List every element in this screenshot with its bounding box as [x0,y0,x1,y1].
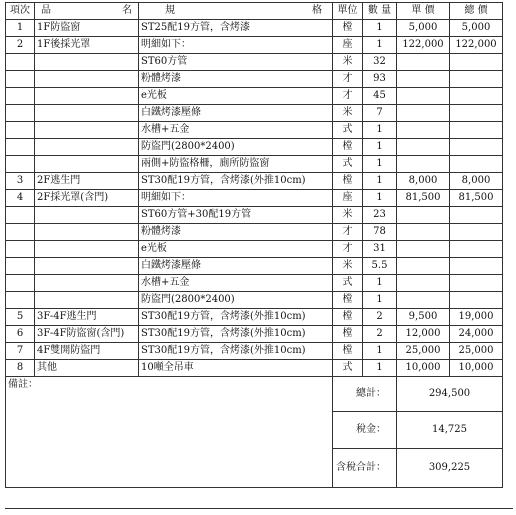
item-qty-cell: 45 [363,88,397,105]
header-price: 單 價 [397,3,450,20]
item-price-cell [397,241,450,258]
item-spec-cell: 白鐵烤漆壓條 [139,105,333,122]
item-unit-cell: 米 [333,258,363,275]
item-name-cell [35,71,139,88]
table-row [6,309,503,326]
item-unit-cell: 米 [333,207,363,224]
item-no-cell [6,207,35,224]
item-unit-cell: 樘 [333,292,363,309]
item-total-cell [450,292,503,309]
header-spec-part-1: 規 [165,5,175,16]
item-no-cell: 1 [6,20,35,37]
item-price-cell [397,54,450,71]
item-spec-cell: ST30配19方管，含烤漆(外推10cm) [139,173,333,190]
item-price-cell: 9,500 [397,309,450,326]
page-bottom-rule [5,508,513,509]
subtotal-row [6,377,503,412]
item-qty-cell: 1 [363,190,397,207]
table-row [6,292,503,309]
item-total-cell: 8,000 [450,173,503,190]
grand-total-label: 含稅合計： [333,449,397,488]
header-name-part-2: 名 [122,5,132,16]
header-row [6,3,503,20]
item-total-cell [450,139,503,156]
header-name [35,3,139,20]
item-total-cell [450,71,503,88]
table-row [6,326,503,343]
item-no-cell: 8 [6,360,35,377]
table-row [6,258,503,275]
table-row [6,54,503,71]
item-total-cell: 10,000 [450,360,503,377]
item-price-cell: 8,000 [397,173,450,190]
item-name-cell [35,241,139,258]
item-qty-cell: 23 [363,207,397,224]
item-name-cell [35,105,139,122]
item-spec-cell: 明細如下： [139,37,333,54]
item-total-cell: 24,000 [450,326,503,343]
item-total-cell [450,258,503,275]
item-name-cell: 1F防盜窗 [35,20,139,37]
remarks-cell [6,377,333,488]
table-row [6,156,503,173]
item-qty-cell: 1 [363,292,397,309]
item-total-cell: 25,000 [450,343,503,360]
item-qty-cell: 1 [363,20,397,37]
table-row [6,71,503,88]
grand-total-value: 309,225 [397,449,503,488]
item-name-cell: 3F-4F逃生門 [35,309,139,326]
item-total-cell [450,105,503,122]
table-row [6,122,503,139]
table-row [6,20,503,37]
item-total-cell [450,122,503,139]
item-no-cell [6,122,35,139]
item-qty-cell: 31 [363,241,397,258]
item-total-cell [450,88,503,105]
item-name-cell: 4F雙開防盜門 [35,343,139,360]
item-spec-cell: e光板 [139,241,333,258]
item-price-cell [397,122,450,139]
item-total-cell [450,207,503,224]
item-name-cell [35,207,139,224]
item-name-cell: 3F-4F防盜窗(含門) [35,326,139,343]
item-unit-cell: 樘 [333,309,363,326]
item-price-cell [397,139,450,156]
item-no-cell [6,71,35,88]
table-row [6,275,503,292]
item-qty-cell: 1 [363,122,397,139]
tax-label: 稅金： [333,412,397,449]
item-spec-cell: 水槽+五金 [139,275,333,292]
table-row [6,207,503,224]
item-no-cell [6,105,35,122]
item-price-cell: 81,500 [397,190,450,207]
item-spec-cell: 水槽+五金 [139,122,333,139]
item-unit-cell: 式 [333,275,363,292]
item-qty-cell: 78 [363,224,397,241]
item-price-cell: 12,000 [397,326,450,343]
item-spec-cell: 明細如下： [139,190,333,207]
item-unit-cell: 才 [333,88,363,105]
item-price-cell: 25,000 [397,343,450,360]
item-qty-cell: 1 [363,156,397,173]
item-qty-cell: 1 [363,139,397,156]
item-name-cell [35,275,139,292]
item-no-cell: 2 [6,37,35,54]
item-total-cell [450,275,503,292]
header-total: 總 價 [450,3,503,20]
item-total-cell: 81,500 [450,190,503,207]
item-no-cell [6,292,35,309]
item-no-cell [6,156,35,173]
item-qty-cell: 1 [363,173,397,190]
item-total-cell [450,241,503,258]
table-row [6,105,503,122]
item-unit-cell: 式 [333,122,363,139]
item-no-cell: 3 [6,173,35,190]
item-unit-cell: 座 [333,190,363,207]
remarks-label: 備註： [8,379,38,390]
item-qty-cell: 1 [363,360,397,377]
item-total-cell [450,54,503,71]
item-spec-cell: 兩側+防盜格柵，廁所防盜窗 [139,156,333,173]
item-name-cell: 2F逃生門 [35,173,139,190]
item-no-cell [6,54,35,71]
table-row [6,224,503,241]
item-unit-cell: 米 [333,105,363,122]
item-name-cell [35,88,139,105]
item-qty-cell: 5.5 [363,258,397,275]
item-name-cell [35,224,139,241]
item-spec-cell: 粉體烤漆 [139,224,333,241]
item-spec-cell: ST25配19方管，含烤漆 [139,20,333,37]
item-price-cell: 122,000 [397,37,450,54]
table-row [6,173,503,190]
item-total-cell [450,156,503,173]
item-no-cell: 4 [6,190,35,207]
item-name-cell [35,292,139,309]
item-no-cell: 5 [6,309,35,326]
item-spec-cell: ST60方管+30配19方管 [139,207,333,224]
item-unit-cell: 式 [333,156,363,173]
item-total-cell [450,224,503,241]
item-name-cell: 2F採光罩(含門) [35,190,139,207]
item-no-cell [6,241,35,258]
table-row [6,139,503,156]
item-unit-cell: 樘 [333,326,363,343]
header-name-part-1: 品 [41,5,51,16]
item-spec-cell: ST60方管 [139,54,333,71]
table-row [6,88,503,105]
header-qty: 數 量 [363,3,397,20]
item-name-cell [35,258,139,275]
item-unit-cell: 才 [333,71,363,88]
item-no-cell [6,224,35,241]
item-spec-cell: 防盜門(2800*2400) [139,292,333,309]
item-no-cell [6,275,35,292]
item-price-cell [397,224,450,241]
header-spec [139,3,333,20]
item-qty-cell: 7 [363,105,397,122]
item-total-cell: 5,000 [450,20,503,37]
item-price-cell [397,71,450,88]
item-name-cell [35,122,139,139]
item-spec-cell: ST30配19方管，含烤漆(外推10cm) [139,326,333,343]
item-no-cell [6,139,35,156]
item-price-cell [397,292,450,309]
item-price-cell [397,258,450,275]
quotation-table [5,2,503,488]
item-unit-cell: 樘 [333,139,363,156]
item-unit-cell: 樘 [333,173,363,190]
item-name-cell [35,54,139,71]
subtotal-label: 總計： [333,377,397,412]
table-row [6,360,503,377]
item-spec-cell: 防盜門(2800*2400) [139,139,333,156]
subtotal-value: 294,500 [397,377,503,412]
item-unit-cell: 樘 [333,20,363,37]
item-spec-cell: 10噸全吊車 [139,360,333,377]
table-row [6,343,503,360]
item-price-cell [397,207,450,224]
item-spec-cell: ST30配19方管，含烤漆(外推10cm) [139,343,333,360]
item-price-cell: 10,000 [397,360,450,377]
item-no-cell [6,258,35,275]
item-price-cell: 5,000 [397,20,450,37]
item-unit-cell: 才 [333,241,363,258]
item-price-cell [397,275,450,292]
table-row [6,190,503,207]
item-total-cell: 122,000 [450,37,503,54]
item-name-cell: 其他 [35,360,139,377]
item-qty-cell: 1 [363,275,397,292]
item-spec-cell: ST30配19方管，含烤漆(外推10cm) [139,309,333,326]
item-unit-cell: 才 [333,224,363,241]
item-qty-cell: 32 [363,54,397,71]
item-name-cell: 1F後採光罩 [35,37,139,54]
quotation-sheet [5,2,503,488]
item-no-cell: 6 [6,326,35,343]
item-spec-cell: 粉體烤漆 [139,71,333,88]
header-unit: 單位 [333,3,363,20]
item-price-cell [397,88,450,105]
header-spec-part-2: 格 [312,5,322,16]
table-row [6,37,503,54]
item-name-cell [35,156,139,173]
item-spec-cell: e光板 [139,88,333,105]
tax-value: 14,725 [397,412,503,449]
item-qty-cell: 1 [363,343,397,360]
item-qty-cell: 2 [363,309,397,326]
item-no-cell: 7 [6,343,35,360]
item-qty-cell: 2 [363,326,397,343]
item-unit-cell: 米 [333,54,363,71]
item-unit-cell: 式 [333,360,363,377]
item-qty-cell: 93 [363,71,397,88]
table-row [6,241,503,258]
item-unit-cell: 座 [333,37,363,54]
item-unit-cell: 樘 [333,343,363,360]
item-spec-cell: 白鐵烤漆壓條 [139,258,333,275]
header-item-no: 項次 [6,3,35,20]
item-name-cell [35,139,139,156]
item-price-cell [397,105,450,122]
item-no-cell [6,88,35,105]
item-total-cell: 19,000 [450,309,503,326]
item-qty-cell: 1 [363,37,397,54]
item-price-cell [397,156,450,173]
